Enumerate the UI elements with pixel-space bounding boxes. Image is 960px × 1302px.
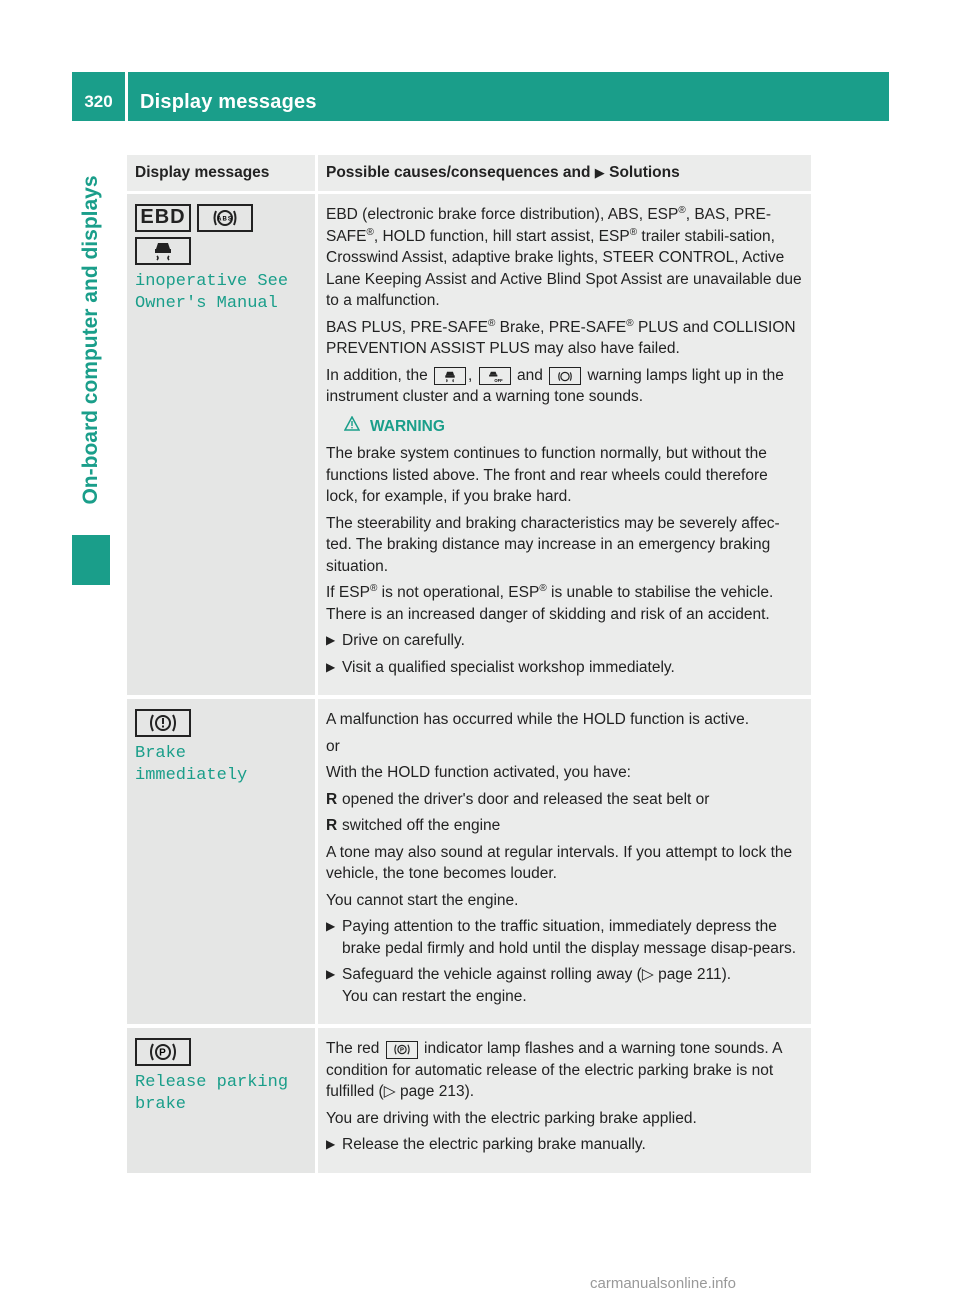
col-header-causes xyxy=(317,155,812,193)
parking-brake-icon xyxy=(135,1038,191,1066)
display-messages-table xyxy=(127,155,811,1177)
bullet-item xyxy=(326,789,803,811)
paragraph: With the HOLD function activated, you have: xyxy=(326,764,631,781)
display-message-text xyxy=(135,743,307,786)
instruction-step xyxy=(326,964,803,1007)
side-chapter-label xyxy=(72,150,110,530)
bullet-text: opened the driver's door and released the seat belt or xyxy=(342,790,710,808)
col-header-display-messages: Display messages xyxy=(127,155,317,193)
text-fragment: indicator lamp flashes and a warning tone sounds. A condition for automatic release of the electric parking brake is not fulfilled (▷ page 213). xyxy=(326,1040,782,1100)
esp-car-icon xyxy=(434,367,466,385)
bullet-marker: R xyxy=(326,790,338,808)
page-number: 320 xyxy=(84,92,113,111)
message-cell xyxy=(127,697,317,1026)
step-text: Visit a qualified specialist workshop immediately. xyxy=(342,658,675,676)
message-line: Brake immediately xyxy=(135,744,248,785)
message-line: Owner's Manual xyxy=(135,293,278,313)
step-arrow-icon: ▶ xyxy=(326,919,336,933)
svg-text:ABS: ABS xyxy=(217,216,233,223)
warning-triangle-icon xyxy=(344,416,360,438)
instruction-step xyxy=(326,1134,803,1156)
paragraph: If ESP® is not operational, ESP® is unable to stabilise the vehicle. There is an increased danger of skidding and risk of an accident. xyxy=(326,582,774,623)
step-text: Release the electric parking brake manually. xyxy=(342,1136,646,1153)
header-divider xyxy=(125,72,128,121)
col-header-causes-text: Possible causes/consequences and xyxy=(326,164,591,182)
bullet-item xyxy=(326,815,803,837)
abs-icon xyxy=(197,204,253,232)
instruction-step xyxy=(326,657,803,679)
instruction-step xyxy=(326,630,803,652)
paragraph: You cannot start the engine. xyxy=(326,891,519,909)
col-header-solutions-text: Solutions xyxy=(609,164,680,182)
step-text-block xyxy=(342,964,731,1007)
paragraph: or xyxy=(326,737,340,755)
instruction-step xyxy=(326,916,803,959)
paragraph: The steerability and braking characteristics may be severely affec-ted. The braking distance may increase in an emergency braking situation. xyxy=(326,514,780,575)
brake-warning-icon xyxy=(135,709,191,737)
text-fragment: In addition, the xyxy=(326,366,428,384)
paragraph: A malfunction has occurred while the HOLD function is active. xyxy=(326,711,750,728)
step-text: Safeguard the vehicle against rolling away (▷ page 211). xyxy=(342,966,732,983)
step-arrow-icon: ▶ xyxy=(326,633,336,647)
paragraph xyxy=(326,1038,803,1103)
text-fragment: and xyxy=(516,366,543,384)
esp-off-icon xyxy=(479,367,511,385)
ebd-icon: EBD xyxy=(135,204,191,232)
paragraph: A tone may also sound at regular intervals. If you attempt to lock the vehicle, the tone becomes louder. xyxy=(326,843,793,882)
abs-icon xyxy=(549,367,581,385)
warning-heading xyxy=(344,416,803,438)
message-line: Release parking xyxy=(135,1073,289,1092)
paragraph: EBD (electronic brake force distribution), ABS, ESP®, BAS, PRE-SAFE®, HOLD function, hill start assist, ESP® trailer stabili-sation, Crosswind Assist, adaptive brake lights, STEER CONTROL, Active Lane Keeping Assist and Active Blind Spot Assist are unavailable due to a malfunction. xyxy=(326,204,802,309)
message-line: brake xyxy=(135,1094,187,1114)
message-cell xyxy=(127,193,317,698)
footer-watermark: carmanualsonline.info xyxy=(590,1275,736,1292)
step-arrow-icon: ▶ xyxy=(326,967,336,981)
paragraph: In addition, the , OFF and warning lamps light up in the instrument cluster and a warning tone sounds. xyxy=(326,366,784,405)
causes-cell xyxy=(317,193,812,698)
paragraph: The brake system continues to function normally, but without the functions listed above. The front and rear wheels could therefore lock, for example, if you brake hard. xyxy=(326,445,768,505)
esp-car-icon xyxy=(135,237,191,265)
parking-brake-icon xyxy=(386,1041,418,1059)
display-message-text xyxy=(135,1072,307,1115)
section-title: Display messages xyxy=(140,91,317,113)
step-text: Paying attention to the traffic situation, immediately depress the brake pedal firmly and hold until the display message disap-pears. xyxy=(342,918,797,957)
table-row xyxy=(127,697,811,1026)
paragraph: You are driving with the electric parking brake applied. xyxy=(326,1109,697,1127)
paragraph: BAS PLUS, PRE-SAFE® Brake, PRE-SAFE® PLUS and COLLISION PREVENTION ASSIST PLUS may also have failed. xyxy=(326,317,796,357)
message-line: inoperative See xyxy=(135,272,289,291)
svg-text:OFF: OFF xyxy=(494,377,503,383)
page-header xyxy=(72,72,889,121)
svg-text:P: P xyxy=(159,1047,167,1059)
play-arrow-icon: ▶ xyxy=(594,165,605,181)
message-cell xyxy=(127,1026,317,1175)
display-message-text xyxy=(135,271,307,314)
causes-cell xyxy=(317,697,812,1026)
chapter-tab-marker xyxy=(72,535,110,585)
bullet-text: switched off the engine xyxy=(342,817,501,834)
step-arrow-icon: ▶ xyxy=(326,1137,336,1151)
table-row xyxy=(127,193,811,698)
causes-cell xyxy=(317,1026,812,1175)
bullet-marker: R xyxy=(326,817,338,834)
text-fragment: The red xyxy=(326,1040,380,1057)
step-text: Drive on carefully. xyxy=(342,632,465,649)
table-row xyxy=(127,1026,811,1175)
warning-label: WARNING xyxy=(370,417,445,435)
step-arrow-icon: ▶ xyxy=(326,659,336,674)
text-fragment: warning lamps light up in the instrument cluster and a warning tone sounds. xyxy=(326,366,784,405)
step-note: You can restart the engine. xyxy=(342,987,527,1005)
svg-text:P: P xyxy=(399,1047,404,1054)
chapter-label-text: On-board computer and displays xyxy=(79,175,102,505)
